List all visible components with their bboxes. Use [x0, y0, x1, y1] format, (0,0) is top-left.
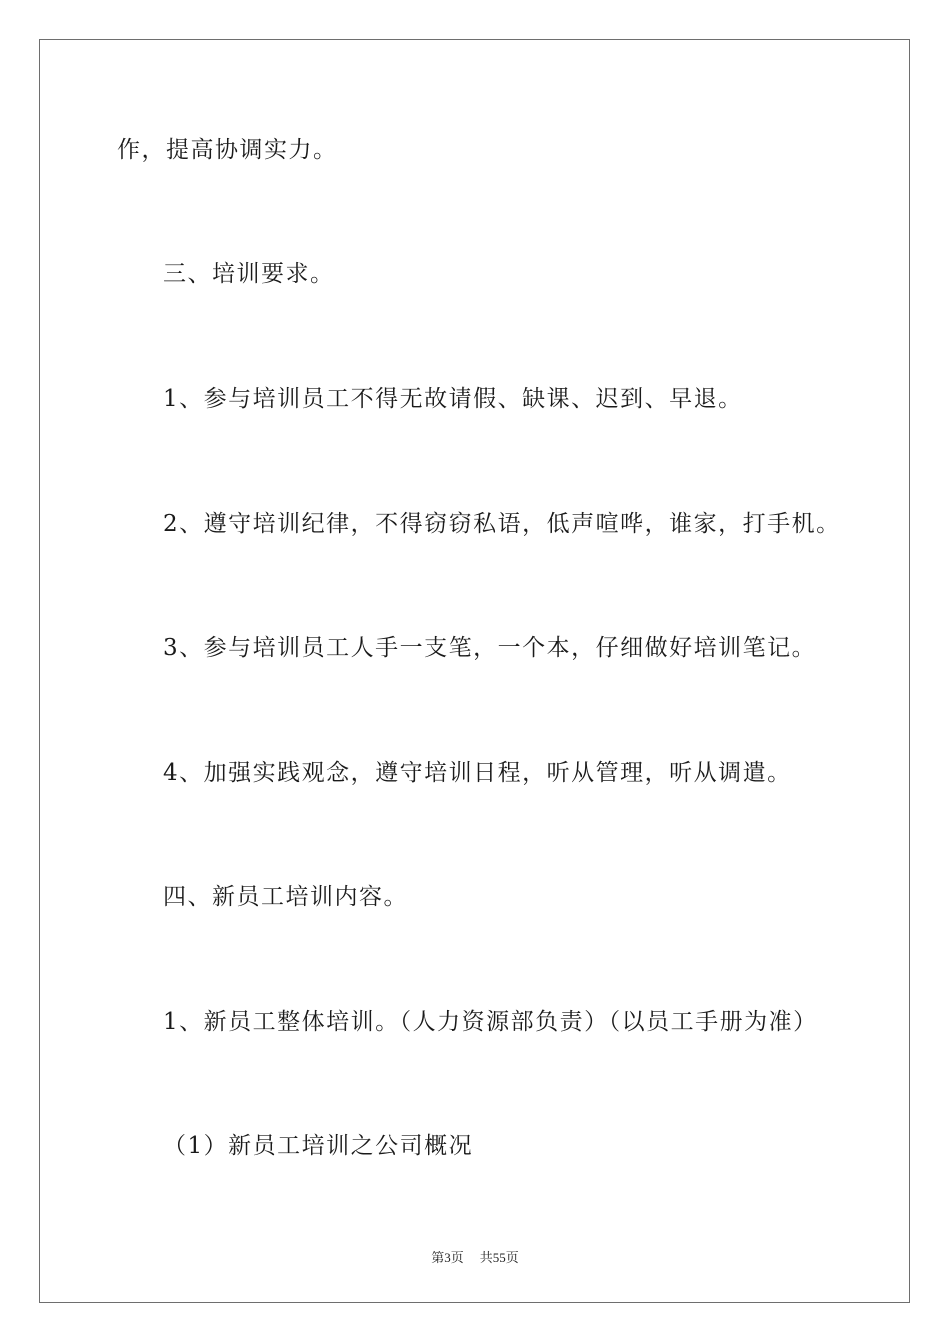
section-heading-requirements: 三、培训要求。 [163, 261, 335, 287]
page-border [39, 39, 910, 1303]
requirement-item-3: 3、参与培训员工人手一支笔，一个本，仔细做好培训笔记。 [163, 635, 817, 661]
content-item-1: 1、新员工整体培训。（人力资源部负责）（以员工手册为准） [163, 1009, 818, 1035]
page-number: 第3页 [431, 1250, 464, 1265]
page-footer [0, 1249, 950, 1267]
requirement-item-1: 1、参与培训员工不得无故请假、缺课、迟到、早退。 [163, 386, 743, 412]
page-total: 共55页 [479, 1250, 519, 1265]
content-subitem-1: （1）新员工培训之公司概况 [163, 1133, 474, 1159]
paragraph-continuation: 作，提高协调实力。 [117, 137, 338, 163]
requirement-item-4: 4、加强实践观念，遵守培训日程，听从管理，听从调遣。 [163, 760, 792, 786]
section-heading-content: 四、新员工培训内容。 [163, 884, 408, 910]
requirement-item-2: 2、遵守培训纪律，不得窃窃私语，低声喧哗，谁家，打手机。 [163, 511, 841, 537]
